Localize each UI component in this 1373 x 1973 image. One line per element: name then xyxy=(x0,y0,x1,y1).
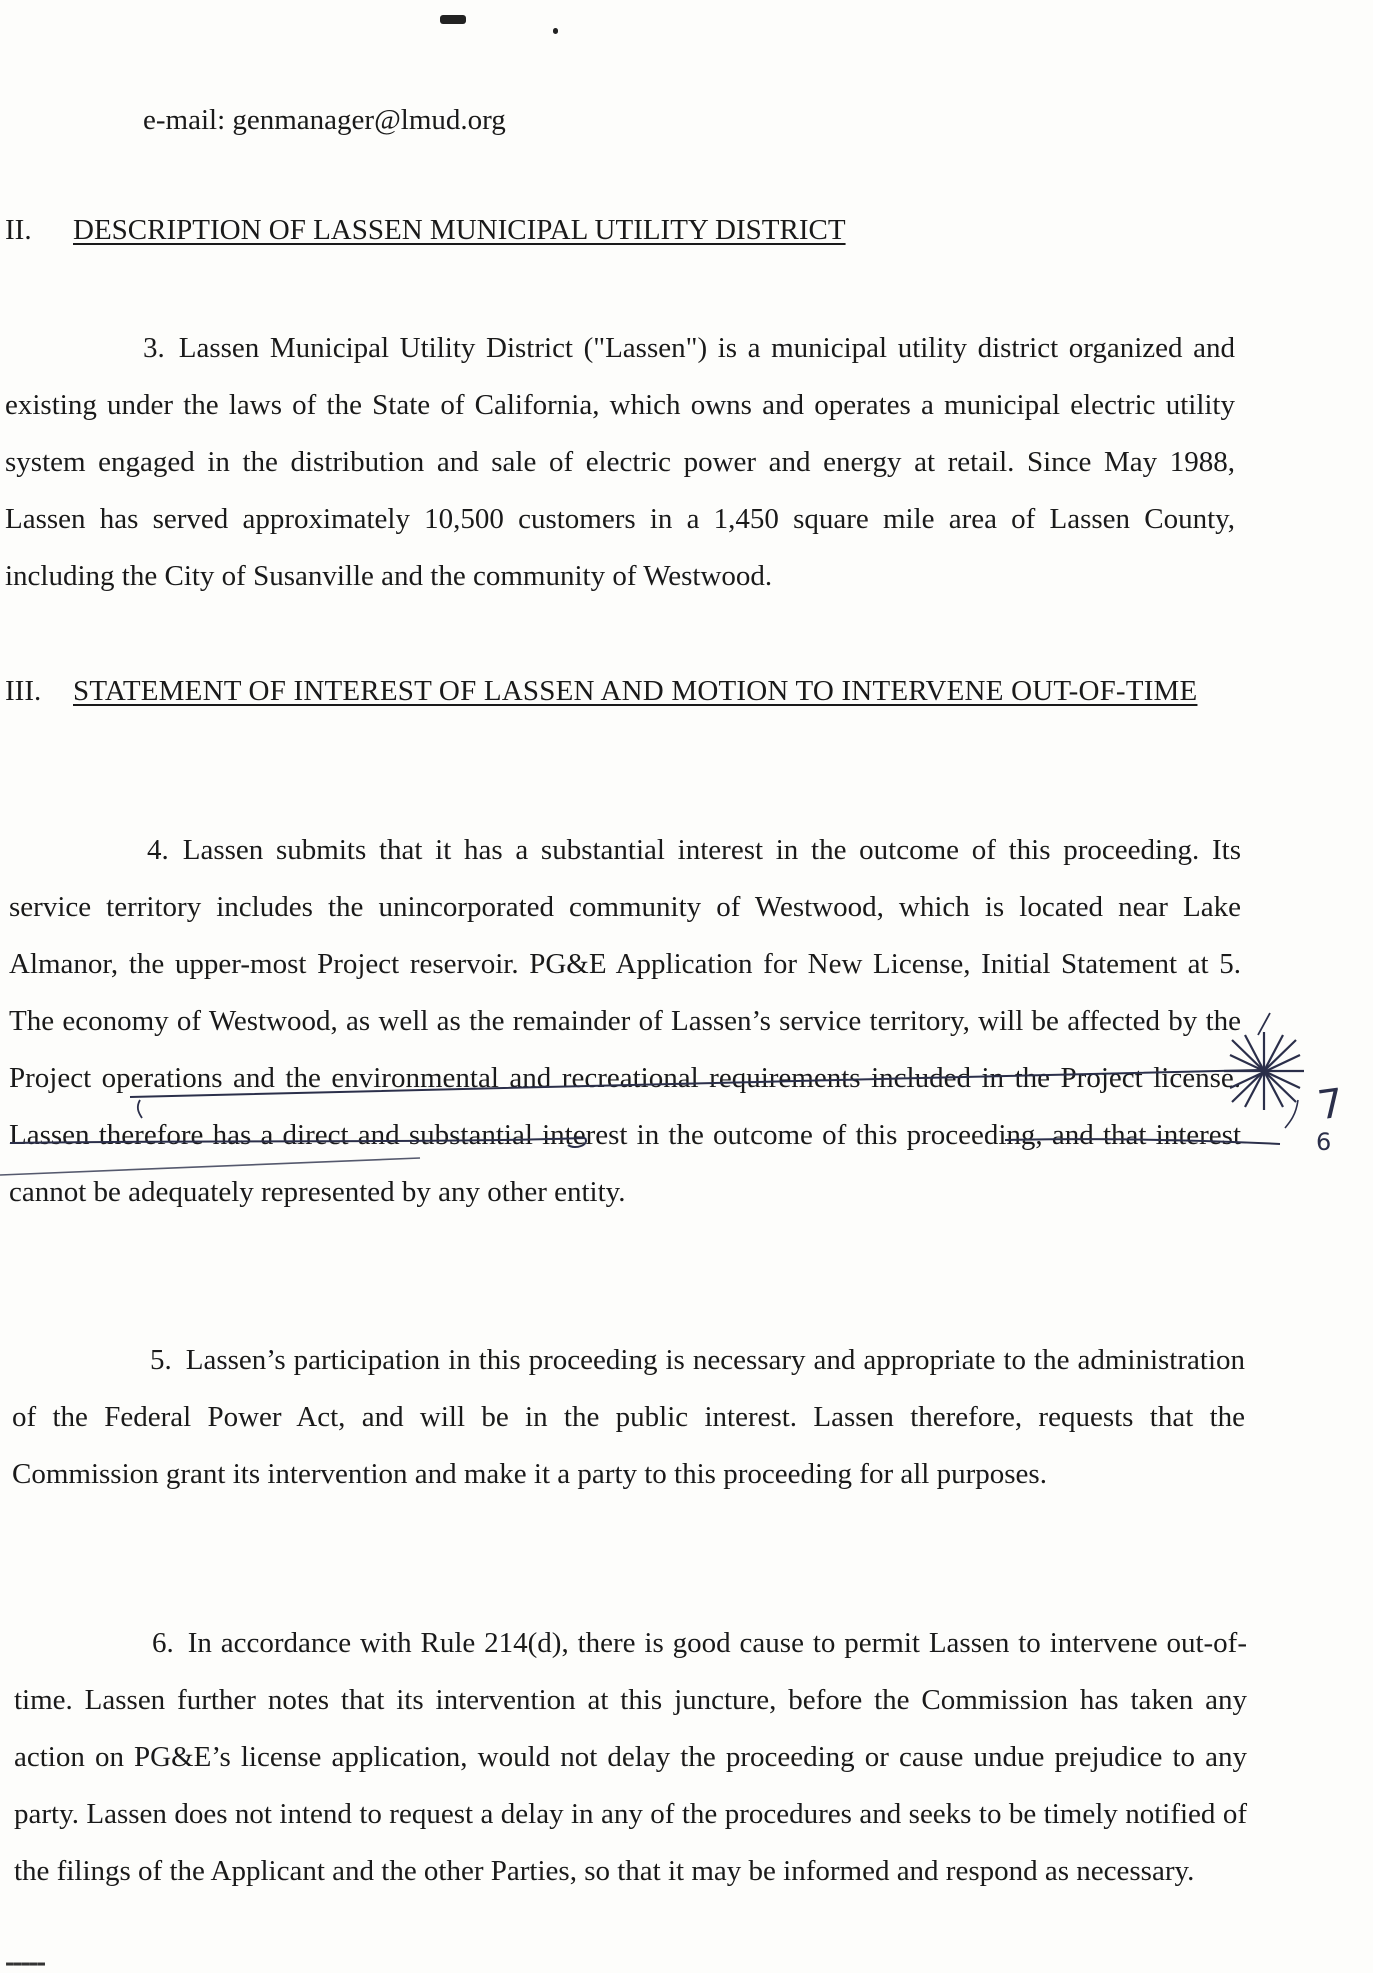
paragraph-number: 5. xyxy=(150,1344,172,1376)
paragraph-text: In accordance with Rule 214(d), there is good cause to permit Lassen to intervene out-of-time. Lassen further notes that its intervention at this juncture, before the Commission has taken any action on PG&E’s license application, would not delay the proceeding or cause undue prejudice to any party. Lassen does not intend to request a delay in any of the procedures and seeks to be timely notified of the filings of the Applicant and the other Parties, so that it may be informed and respond as necessary. xyxy=(14,1627,1247,1887)
section-title: DESCRIPTION OF LASSEN MUNICIPAL UTILITY DISTRICT xyxy=(73,214,846,246)
margin-note-bottom: 6 xyxy=(1316,1128,1332,1156)
paragraph-text: Lassen Municipal Utility District ("Lassen") is a municipal utility district organized and existing under the laws of the State of California, which owns and operates a municipal electric utility system engaged in the distribution and sale of electric power and energy at retail. Since May 1988, Lassen has served approximately 10,500 customers in a 1,450 square mile area of Lassen County, including the City of Susanville and the community of Westwood. xyxy=(5,332,1235,592)
pen-stroke xyxy=(1258,1013,1270,1035)
paragraph-number: 3. xyxy=(143,332,165,364)
scan-speck xyxy=(553,28,558,34)
section-heading-ii xyxy=(5,214,846,247)
section-heading-iii xyxy=(5,660,1235,722)
section-number: II. xyxy=(5,214,32,246)
paragraph-number: 4. xyxy=(147,834,169,866)
paragraph-6 xyxy=(14,1615,1247,1900)
section-title: STATEMENT OF INTEREST OF LASSEN AND MOTION TO INTERVENE OUT-OF-TIME xyxy=(73,675,1198,707)
section-number: III. xyxy=(5,675,42,707)
scan-footer-mark: ▬▬▬▬▬ xyxy=(6,1955,46,1970)
email-line: e-mail: genmanager@lmud.org xyxy=(143,104,506,136)
paragraph-text: Lassen submits that it has a substantial interest in the outcome of this proceeding. Its service territory includes the unincorporated community of Westwood, which is located near Lake Almanor, the upper-most Project reservoir. PG&E Application for New License, Initial Statement at 5. The economy of Westwood, as well as the remainder of Lassen’s service territory, will be affected by the Project operations and the environmental and recreational requirements included in the Project license. Lassen therefore has a direct and substantial interest in the outcome of this proceeding, and that interest cannot be adequately represented by any other entity. xyxy=(9,834,1241,1208)
paragraph-4 xyxy=(9,822,1241,1221)
paragraph-number: 6. xyxy=(152,1627,174,1659)
margin-note-top: 7 xyxy=(1314,1080,1347,1130)
paragraph-3 xyxy=(5,320,1235,605)
paragraph-5 xyxy=(12,1332,1245,1503)
pen-stroke xyxy=(1285,1100,1298,1128)
scan-speck xyxy=(440,15,466,24)
paragraph-text: Lassen’s participation in this proceeding is necessary and appropriate to the administration of the Federal Power Act, and will be in the public interest. Lassen therefore, requests that the Commission grant its intervention and make it a party to this proceeding for all purposes. xyxy=(12,1344,1245,1490)
